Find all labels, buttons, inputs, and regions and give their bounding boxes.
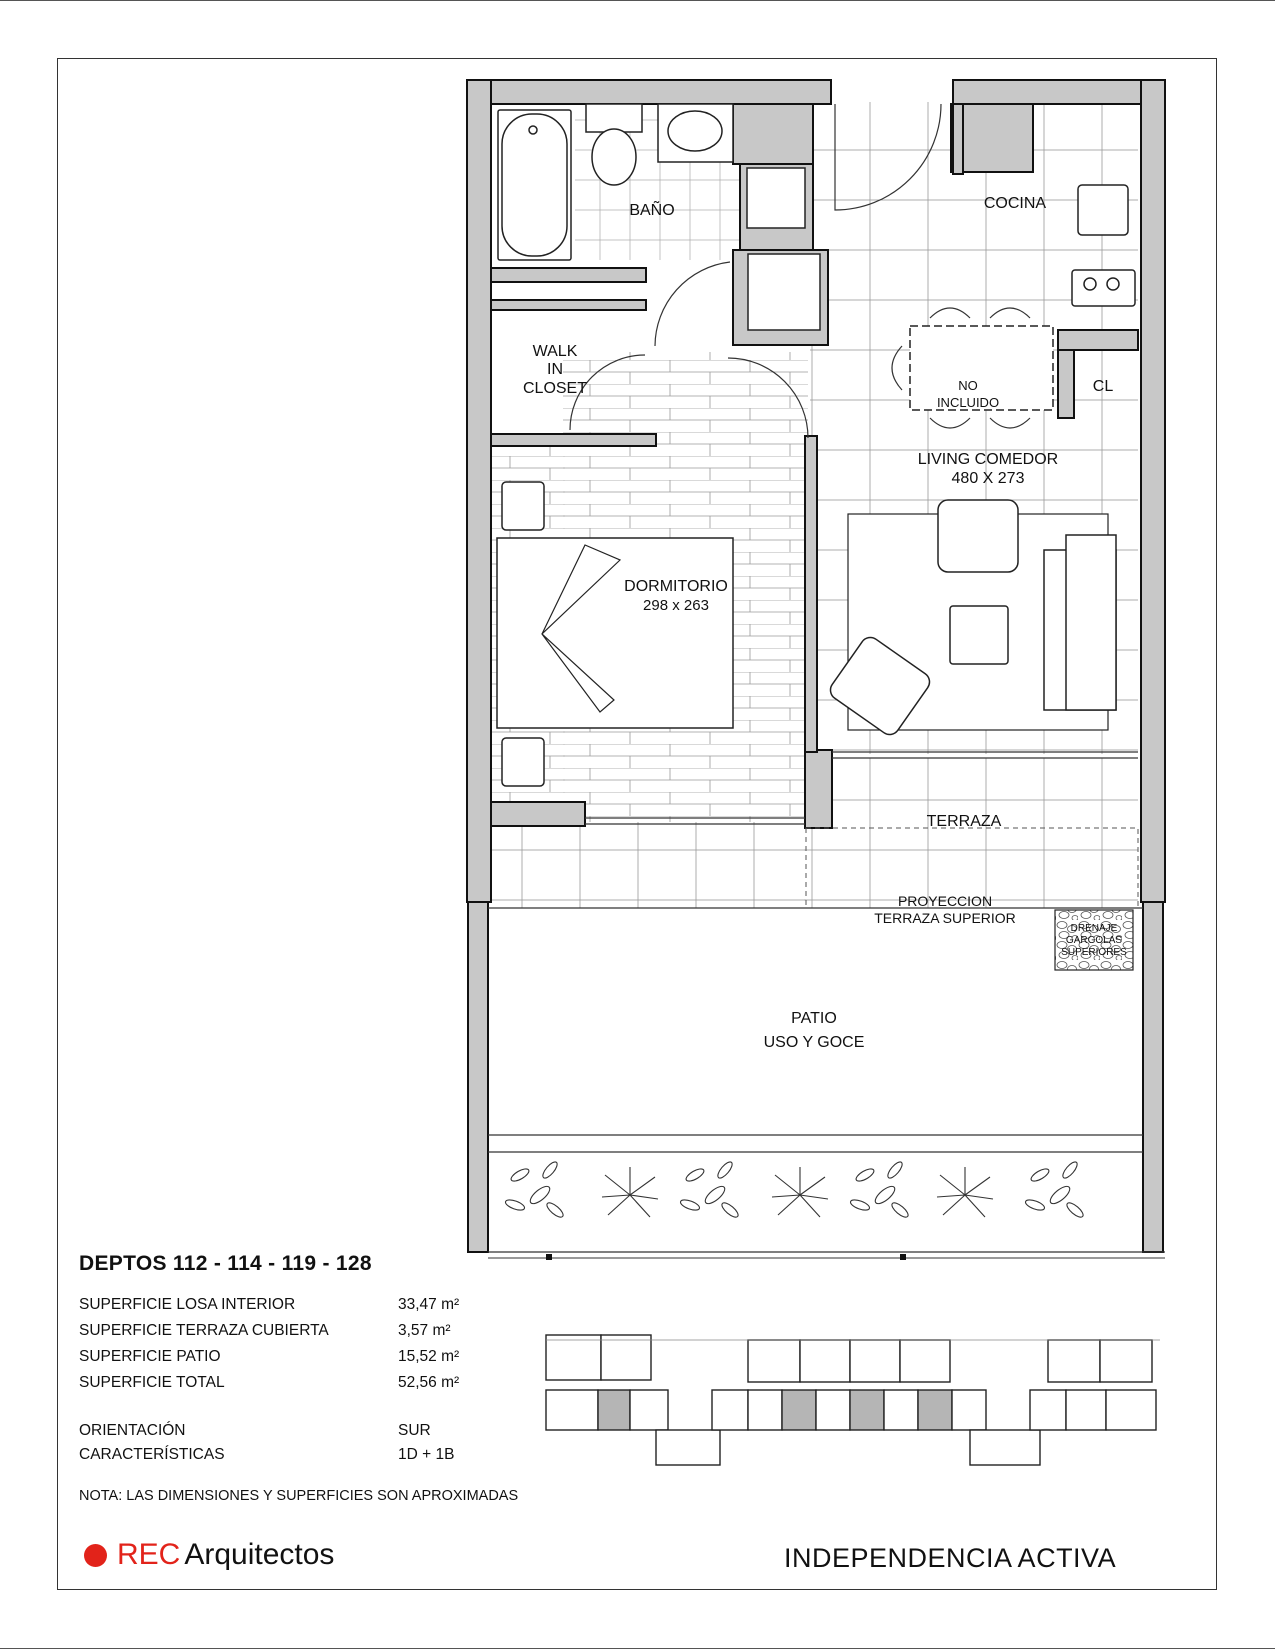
label-drenaje-3: SUPERIORES xyxy=(1061,947,1127,958)
room-label-walk-1: WALK xyxy=(532,343,578,360)
brand-arquitectos: Arquitectos xyxy=(184,1538,335,1571)
project-name: INDEPENDENCIA ACTIVA xyxy=(784,1543,1117,1573)
room-label-patio-sub: USO Y GOCE xyxy=(763,1034,865,1051)
spec-value: 52,56 m² xyxy=(398,1374,460,1391)
label-drenaje-2: GARGOLAS xyxy=(1065,935,1123,946)
deptos-title: DEPTOS 112 - 114 - 119 - 128 xyxy=(79,1252,372,1275)
spec-label: SUPERFICIE PATIO xyxy=(79,1348,221,1365)
room-label-walk-2: IN xyxy=(547,361,563,378)
room-label-cocina: COCINA xyxy=(983,195,1047,212)
spec-label: SUPERFICIE LOSA INTERIOR xyxy=(79,1296,296,1313)
coffee-table-icon xyxy=(950,606,1008,664)
armchair-icon xyxy=(938,500,1018,572)
bottom-rule xyxy=(0,1648,1275,1649)
garden-plants xyxy=(504,1160,1085,1220)
nightstand-top-icon xyxy=(502,482,544,530)
room-label-patio: PATIO xyxy=(791,1010,837,1027)
spec-value: 15,52 m² xyxy=(398,1348,460,1365)
kitchen-sink-icon xyxy=(1078,185,1128,235)
spec-value: 3,57 m² xyxy=(398,1322,451,1339)
spec-label: ORIENTACIÓN xyxy=(79,1422,186,1439)
spec-value: 1D + 1B xyxy=(398,1446,455,1463)
label-incluido: INCLUIDO xyxy=(936,395,1000,410)
room-dims-living: 480 X 273 xyxy=(951,470,1025,487)
room-label-living: LIVING COMEDOR xyxy=(917,451,1059,468)
brand-logo xyxy=(84,1535,334,1575)
bed-icon xyxy=(497,538,733,728)
room-label-terraza: TERRAZA xyxy=(926,813,1002,830)
spec-label: SUPERFICIE TERRAZA CUBIERTA xyxy=(79,1322,329,1339)
toilet-tank-icon xyxy=(586,104,642,132)
label-drenaje-1: DRENAJE xyxy=(1070,923,1118,934)
stove-icon xyxy=(1072,270,1135,306)
room-label-bano: BAÑO xyxy=(629,202,675,219)
toilet-icon xyxy=(592,129,636,185)
room-label-dormitorio: DORMITORIO xyxy=(624,578,728,595)
spec-label: CARACTERÍSTICAS xyxy=(79,1446,225,1463)
room-label-walk-3: CLOSET xyxy=(522,380,588,397)
label-no: NO xyxy=(958,378,978,393)
spec-label: SUPERFICIE TOTAL xyxy=(79,1374,225,1391)
room-dims-dormitorio: 298 x 263 xyxy=(643,597,709,614)
key-plan xyxy=(546,1335,1160,1465)
label-proyeccion-2: TERRAZA SUPERIOR xyxy=(874,910,1016,926)
disclaimer-note: NOTA: LAS DIMENSIONES Y SUPERFICIES SON APROXIMADAS xyxy=(79,1488,519,1504)
nightstand-bottom-icon xyxy=(502,738,544,786)
brand-rec: REC xyxy=(117,1538,181,1571)
spec-value: SUR xyxy=(398,1422,431,1439)
label-proyeccion-1: PROYECCION xyxy=(897,893,993,909)
spec-value: 33,47 m² xyxy=(398,1296,460,1313)
room-label-cl: CL xyxy=(1092,378,1114,395)
brand-dot-icon xyxy=(84,1544,107,1567)
